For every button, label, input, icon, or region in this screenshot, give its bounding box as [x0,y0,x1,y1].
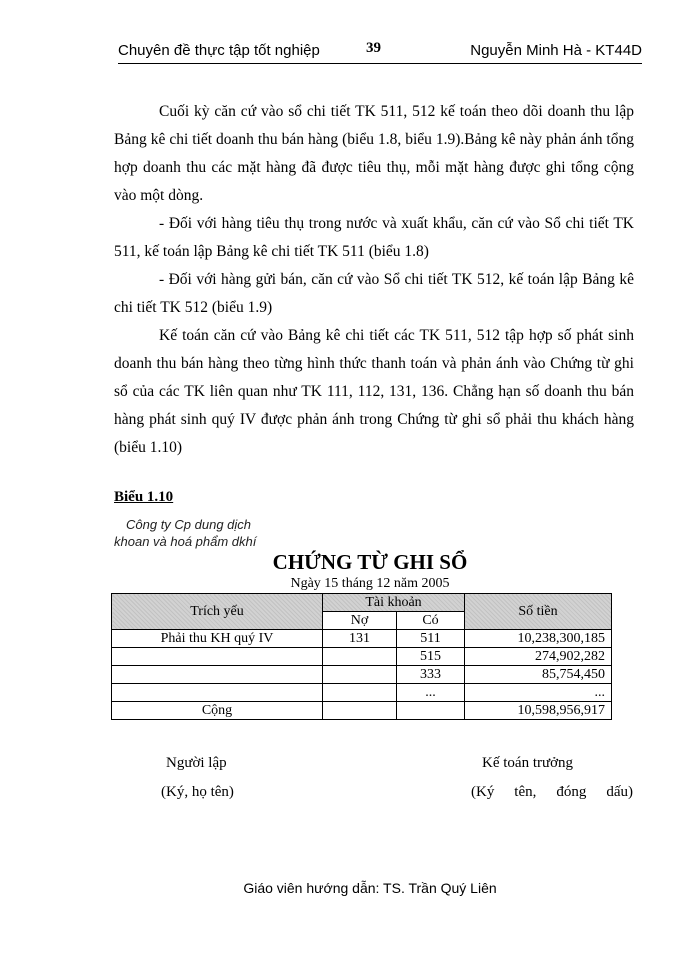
paragraph-4: Kế toán căn cứ vào Bảng kê chi tiết các TK 511, 512 tập hợp số phát sinh doanh thu bán hàng theo từng hình thức thanh toán và phản ánh vào Chứng từ ghi sổ của các TK liên quan như TK 111, 112, 131, 136. Chẳng hạn số doanh thu bán hàng phát sinh quý IV được phản ánh trong Chứng từ ghi sổ phải thu khách hàng (biểu 1.10) [114,327,634,456]
cell-no [323,648,397,666]
table-row [112,648,612,666]
total-amount: 10,598,956,917 [465,702,612,720]
company-line-1: Công ty Cp dung dịch [126,517,252,532]
preparer-title: Người lập [166,755,227,771]
preparer-note: (Ký, họ tên) [161,784,234,800]
cell-co: 333 [397,666,465,684]
cell-no [323,684,397,702]
cell-so-tien: 85,754,450 [465,666,612,684]
cell-trich-yeu [112,666,323,684]
total-row [112,702,612,720]
company-name [114,516,256,550]
cell-trich-yeu [112,648,323,666]
chief-accountant-note: (Ký tên, đóng dấu) [471,784,633,800]
header-divider [118,63,642,64]
col-header-so-tien: Số tiền [465,594,612,630]
header-author: Nguyễn Minh Hà - KT44D [470,42,642,59]
cell-so-tien: ... [465,684,612,702]
cell-no [323,666,397,684]
cell-co [397,702,465,720]
document-title: CHỨNG TỪ GHI SỔ [272,550,468,574]
page-footer: Giáo viên hướng dẫn: TS. Trần Quý Liên [243,880,497,896]
company-line-2: khoan và hoá phẩm dkhí [114,534,257,549]
page-header [118,40,642,64]
table-row [112,666,612,684]
cell-so-tien: 10,238,300,185 [465,630,612,648]
cell-so-tien: 274,902,282 [465,648,612,666]
cell-no [323,702,397,720]
col-header-trich-yeu: Trích yếu [112,594,323,630]
cell-co: 515 [397,648,465,666]
paragraph-2: - Đối với hàng tiêu thụ trong nước và xuất khẩu, căn cứ vào Sổ chi tiết TK 511, kế toán lập Bảng kê chi tiết TK 511 (biểu 1.8) [114,215,634,260]
document-date: Ngày 15 tháng 12 năm 2005 [290,576,450,591]
chief-accountant-title: Kế toán trưởng [482,755,574,771]
body-text [114,98,634,462]
cell-no: 131 [323,630,397,648]
header-thesis-title: Chuyên đề thực tập tốt nghiệp [118,42,320,59]
cell-co: ... [397,684,465,702]
voucher-table [111,593,612,720]
paragraph-1: Cuối kỳ căn cứ vào sổ chi tiết TK 511, 512 kế toán theo dõi doanh thu lập Bảng kê chi tiết doanh thu bán hàng (biểu 1.8, biểu 1.9).Bảng kê này phản ánh tổng hợp doanh thu các mặt hàng đã được tiêu thụ, mỗi mặt hàng được ghi tổng cộng vào một dòng. [114,103,634,204]
cell-co: 511 [397,630,465,648]
col-header-no: Nợ [323,612,397,630]
col-header-co: Có [397,612,465,630]
paragraph-3: - Đối với hàng gửi bán, căn cứ vào Sổ chi tiết TK 512, kế toán lập Bảng kê chi tiết TK 512 (biểu 1.9) [114,271,634,316]
page-number: 39 [366,40,381,56]
col-header-tai-khoan: Tài khoản [323,594,465,612]
cell-trich-yeu [112,684,323,702]
total-label: Cộng [112,702,323,720]
table-row [112,630,612,648]
form-label: Biểu 1.10 [114,489,174,505]
cell-trich-yeu: Phải thu KH quý IV [112,630,323,648]
table-row [112,684,612,702]
